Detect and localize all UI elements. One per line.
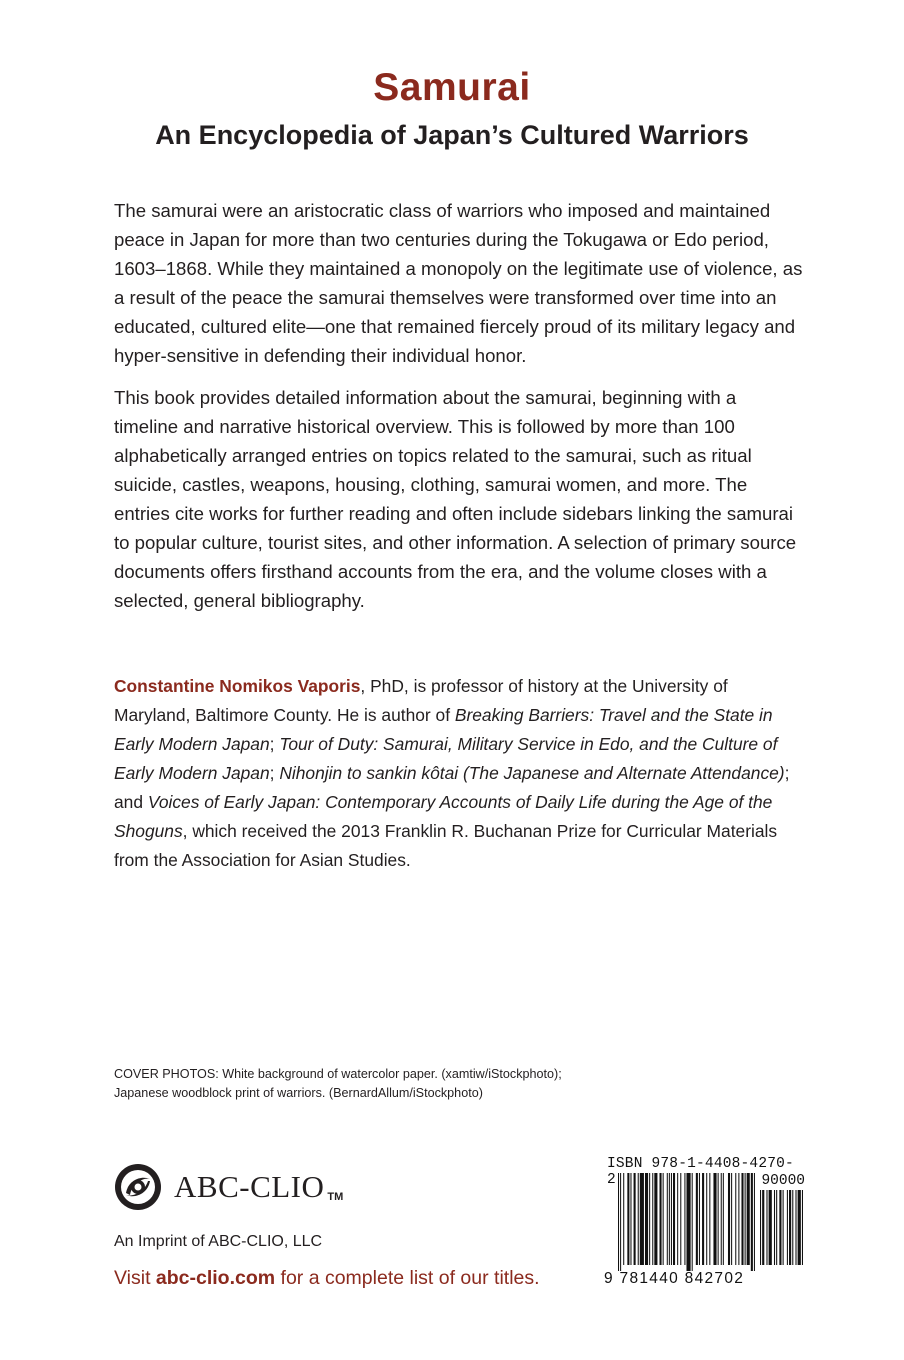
bio-separator: ; [269, 763, 280, 783]
credits-line: COVER PHOTOS: White background of watercolor paper. (xamtiw/iStockphoto); [114, 1067, 562, 1081]
author-bio [114, 672, 804, 875]
bio-separator: ; and [114, 763, 790, 812]
website-link[interactable]: abc-clio.com [155, 1267, 276, 1289]
abc-clio-logo-icon [114, 1163, 162, 1211]
publisher-logo [114, 1161, 343, 1213]
isbn-label: ISBN 978-1-4408-4270-2 [607, 1156, 794, 1188]
visit-line [114, 1267, 540, 1290]
book-title: Samurai [373, 66, 531, 109]
imprint-line: An Imprint of ABC-CLIO, LLC [114, 1233, 323, 1250]
logo-wordmark: ABC-CLIO [174, 1169, 325, 1204]
credits-line: Japanese woodblock print of warriors. (BernardAllum/iStockphoto) [114, 1086, 483, 1100]
book-title-1: Breaking Barriers: Travel and the State in Early Modern Japan [114, 705, 773, 754]
addon-barcode [760, 1190, 803, 1271]
visit-prefix: Visit [114, 1267, 156, 1289]
description-paragraph-2: This book provides detailed information about the samurai, beginning with a timeline and narrative historical overview. This is followed by more than 100 alphabetically arranged entries on topics related to the samurai, such as ritual suicide, castles, weapons, housing, clothing, samurai women, and more. The entries cite works for further reading and often include sidebars linking the samurai to popular culture, tourist sites, and other information. A selection of primary source documents offers firsthand accounts from the era, and the volume closes with a selected, general bibliography. [114, 387, 797, 611]
visit-suffix: for a complete list of our titles. [275, 1267, 540, 1289]
book-subtitle: An Encyclopedia of Japan’s Cultured Warriors [155, 120, 749, 150]
cover-photo-credits [114, 1065, 634, 1103]
author-name: Constantine Nomikos Vaporis [114, 676, 361, 696]
bio-text: , which received the 2013 Franklin R. Buchanan Prize for Curricular Materials from the Association for Asian Studies. [114, 821, 778, 870]
price-code: 90000 [761, 1173, 805, 1189]
trademark-mark: TM [327, 1191, 344, 1203]
bio-separator: ; [269, 734, 280, 754]
bio-text: , PhD, is professor of history at the University of Maryland, Baltimore County. He is author of [114, 676, 728, 725]
barcode-digits: 9 781440 842702 [604, 1270, 745, 1287]
isbn-barcode [618, 1173, 756, 1271]
book-title-4: Voices of Early Japan: Contemporary Accounts of Daily Life during the Age of the Shoguns [114, 792, 773, 841]
description-paragraph-1: The samurai were an aristocratic class of warriors who imposed and maintained peace in Japan for more than two centuries during the Tokugawa or Edo period, 1603–1868. While they maintained a monopoly on the legitimate use of violence, as a result of the peace the samurai themselves were transformed over time into an educated, cultured elite—one that remained fiercely proud of its military legacy and hyper-sensitive in defending their individual honor. [114, 200, 803, 366]
book-title-2: Tour of Duty: Samurai, Military Service in Edo, and the Culture of Early Modern Japan [114, 734, 778, 783]
book-title-3: Nihonjin to sankin kôtai (The Japanese and Alternate Attendance) [279, 763, 785, 783]
